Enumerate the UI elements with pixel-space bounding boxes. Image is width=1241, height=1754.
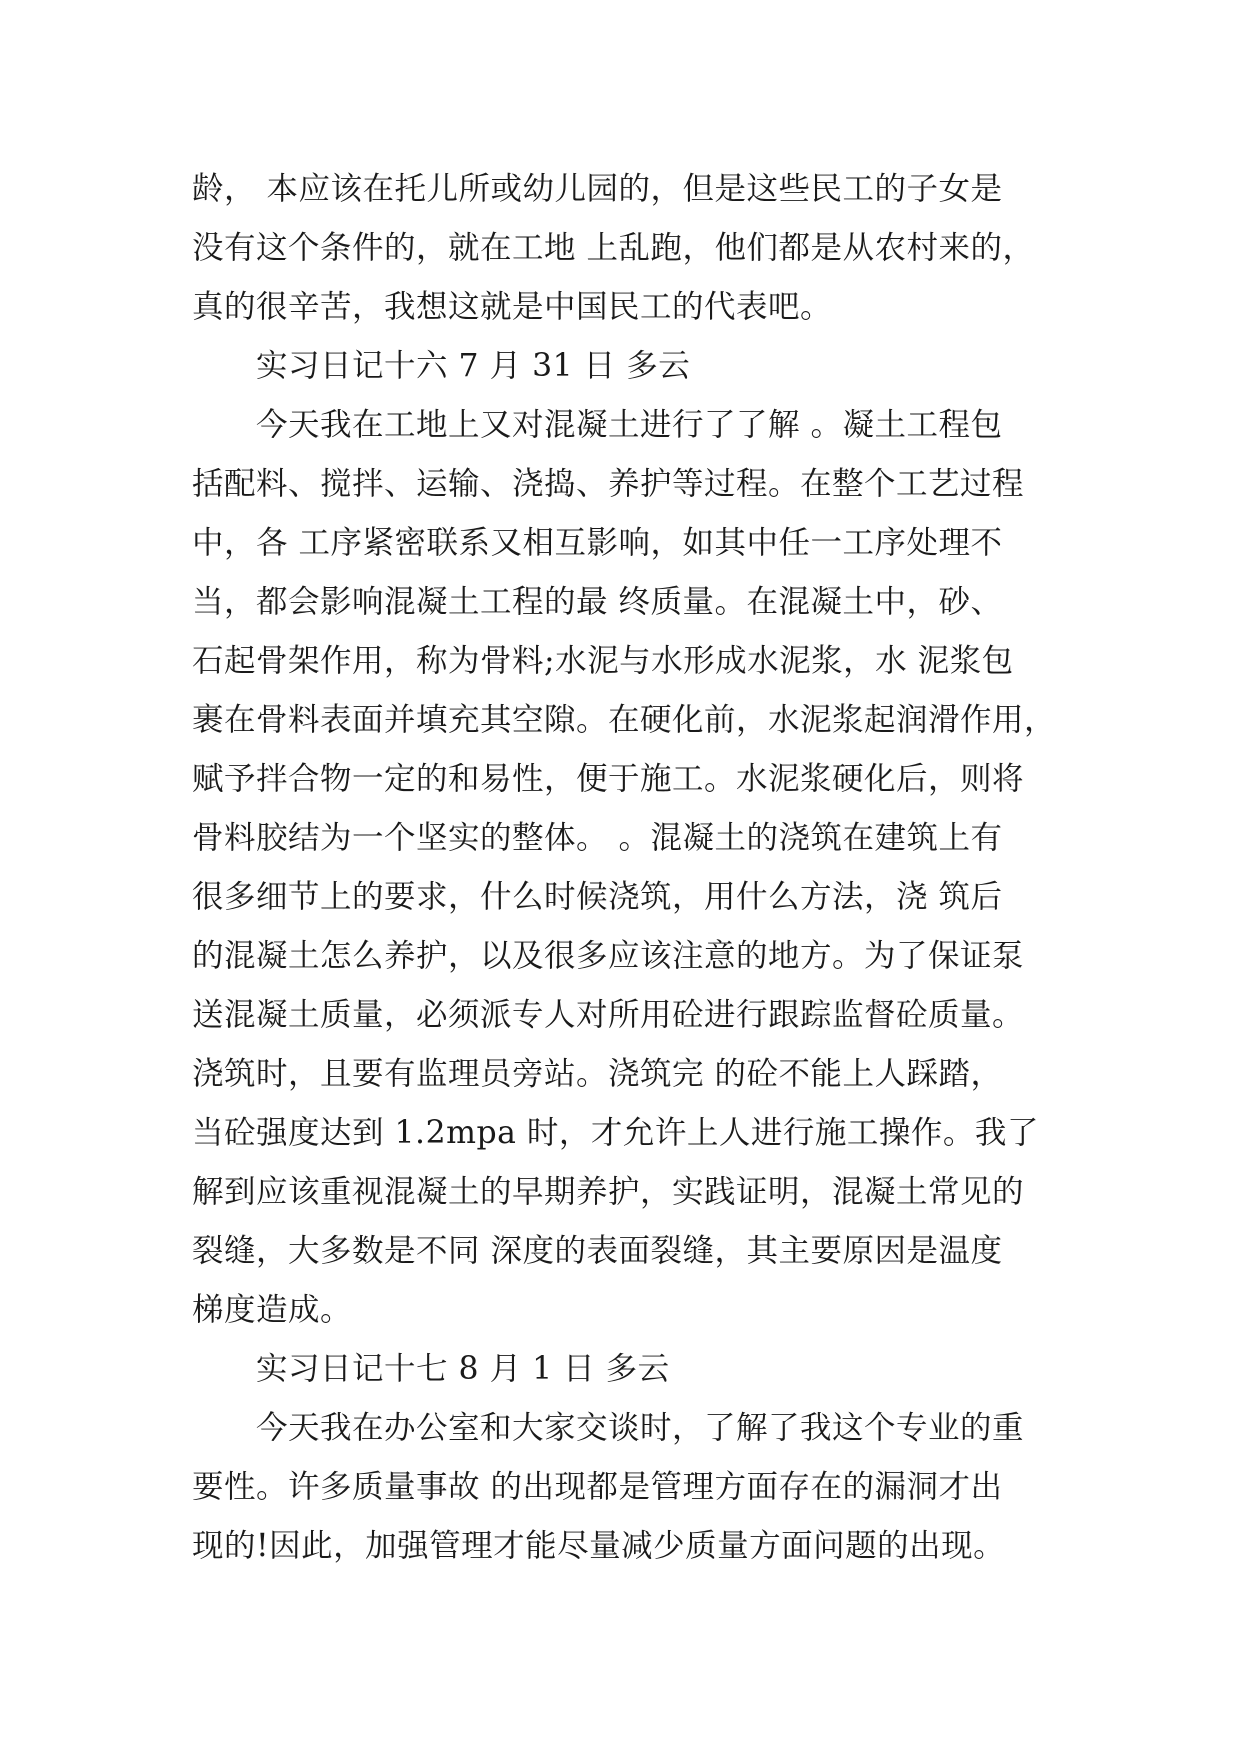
text-line: 当砼强度达到 1.2mpa 时，才允许上人进行施工操作。我了 [192, 1115, 1039, 1151]
text-line: 很多细节上的要求，什么时候浇筑，用什么方法，浇 筑后 [192, 879, 1003, 915]
text-line: 今天我在办公室和大家交谈时，了解了我这个专业的重 [256, 1410, 1025, 1446]
text-line: 中，各 工序紧密联系又相互影响，如其中任一工序处理不 [192, 525, 1003, 561]
text-line: 送混凝土质量，必须派专人对所用砼进行跟踪监督砼质量。 [192, 997, 1025, 1033]
text-line: 括配料、搅拌、运输、浇捣、养护等过程。在整个工艺过程 [192, 466, 1025, 502]
text-line: 梯度造成。 [192, 1292, 353, 1328]
text-line: 没有这个条件的，就在工地 上乱跑，他们都是从农村来的， [192, 230, 1035, 266]
text-line: 解到应该重视混凝土的早期养护，实践证明，混凝土常见的 [192, 1174, 1025, 1210]
text-line: 要性。许多质量事故 的出现都是管理方面存在的漏洞才出 [192, 1469, 1003, 1505]
text-line: 骨料胶结为一个坚实的整体。 。混凝土的浇筑在建筑上有 [192, 820, 1003, 856]
diary-heading-16: 实习日记十六 7 月 31 日 多云 [256, 348, 691, 384]
text-line: 裹在骨料表面并填充其空隙。在硬化前，水泥浆起润滑作用， [192, 702, 1057, 738]
text-line: 今天我在工地上又对混凝土进行了了解 。凝土工程包 [256, 407, 1003, 443]
text-line: 的混凝土怎么养护，以及很多应该注意的地方。为了保证泵 [192, 938, 1025, 974]
document-body [192, 160, 1072, 1576]
text-line: 龄， 本应该在托儿所或幼儿园的，但是这些民工的子女是 [192, 171, 1003, 207]
text-line: 石起骨架作用，称为骨料;水泥与水形成水泥浆，水 泥浆包 [192, 643, 1014, 679]
text-line: 现的!因此，加强管理才能尽量减少质量方面问题的出现。 [192, 1528, 1006, 1564]
diary-heading-17: 实习日记十七 8 月 1 日 多云 [256, 1351, 670, 1387]
text-line: 裂缝，大多数是不同 深度的表面裂缝，其主要原因是温度 [192, 1233, 1003, 1269]
text-line: 浇筑时，且要有监理员旁站。浇筑完 的砼不能上人踩踏， [192, 1056, 1003, 1092]
text-line: 当，都会影响混凝土工程的最 终质量。在混凝土中，砂、 [192, 584, 1003, 620]
text-line: 赋予拌合物一定的和易性，便于施工。水泥浆硬化后，则将 [192, 761, 1025, 797]
text-line: 真的很辛苦，我想这就是中国民工的代表吧。 [192, 289, 833, 325]
